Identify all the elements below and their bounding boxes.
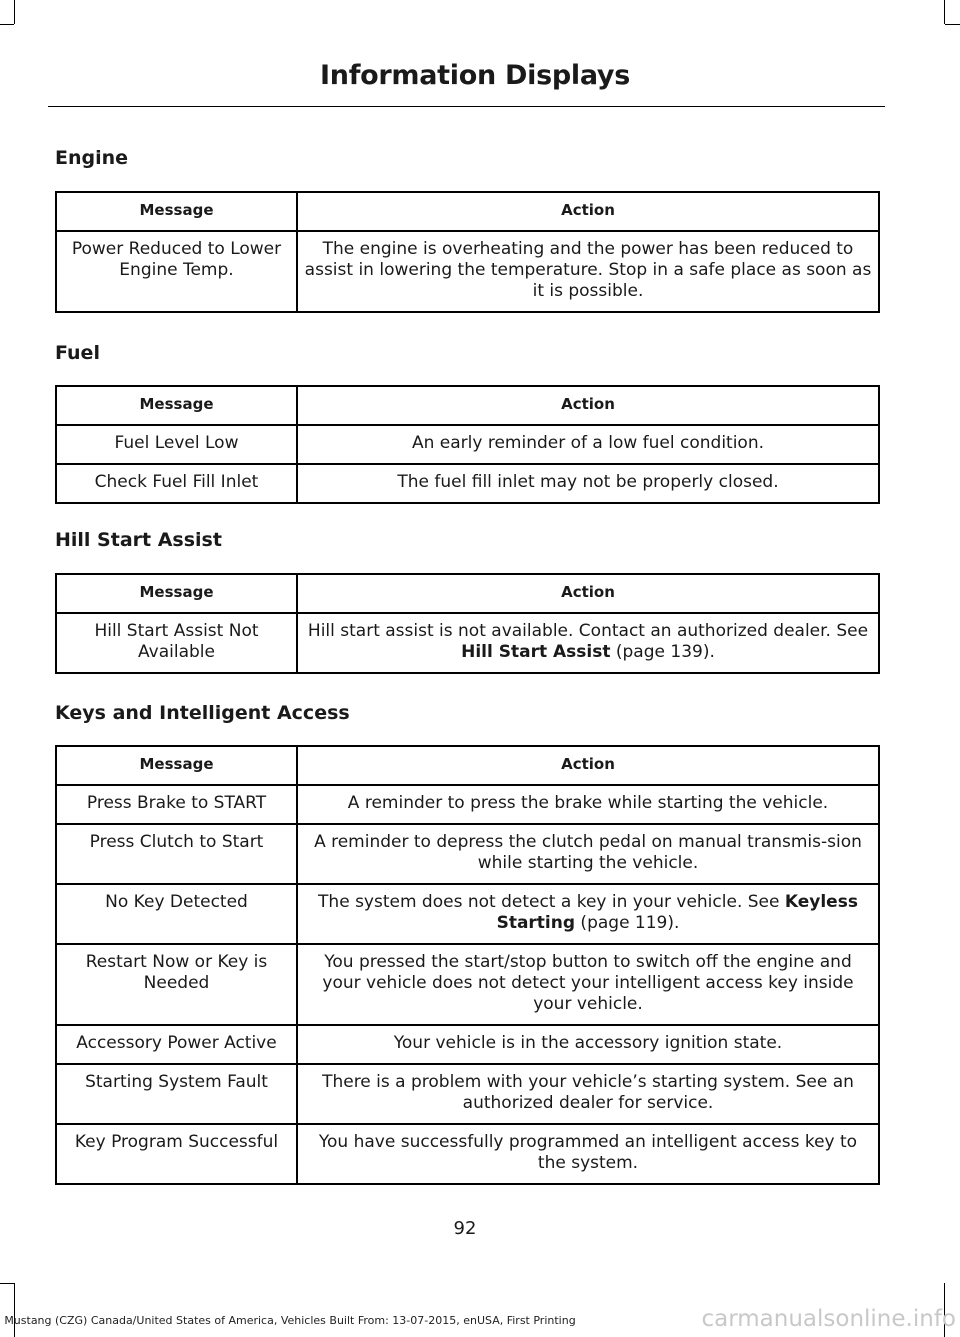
message-cell: Hill Start Assist Not Available (56, 613, 297, 673)
table-header-row (56, 746, 879, 785)
section-heading-hill-start-assist: Hill Start Assist (55, 529, 222, 551)
page-reference-number: (page 139). (610, 642, 715, 662)
table-row (56, 425, 879, 464)
message-cell: No Key Detected (56, 884, 297, 944)
page-number: 92 (453, 1218, 477, 1239)
message-cell: Key Program Successful (56, 1124, 297, 1184)
action-cell (297, 613, 879, 673)
column-header-action: Action (297, 574, 879, 613)
crop-mark (944, 0, 945, 24)
title-divider (48, 106, 885, 107)
message-cell: Check Fuel Fill Inlet (56, 464, 297, 503)
crop-mark (14, 0, 15, 24)
action-text: The system does not detect a key in your vehicle. See (318, 892, 785, 912)
footer-text: Mustang (CZG) Canada/United States of America, Vehicles Built From: 13-07-2015, enUSA, First Printing (4, 1314, 576, 1327)
message-cell: Press Clutch to Start (56, 824, 297, 884)
section-heading-engine: Engine (55, 147, 129, 169)
message-cell: Accessory Power Active (56, 1025, 297, 1064)
message-cell: Power Reduced to Lower Engine Temp. (56, 231, 297, 312)
action-cell: You pressed the start/stop button to switch off the engine and your vehicle does not detect your intelligent access key inside your vehicle. (297, 944, 879, 1025)
hill-start-assist-table (55, 573, 880, 674)
action-cell: A reminder to press the brake while starting the vehicle. (297, 785, 879, 824)
table-row (56, 1025, 879, 1064)
message-cell: Starting System Fault (56, 1064, 297, 1124)
crop-mark (14, 1283, 15, 1337)
table-header-row (56, 574, 879, 613)
action-cell: You have successfully programmed an intelligent access key to the system. (297, 1124, 879, 1184)
message-cell: Press Brake to START (56, 785, 297, 824)
table-row (56, 464, 879, 503)
table-row (56, 613, 879, 673)
table-row (56, 884, 879, 944)
action-cell: Your vehicle is in the accessory ignition state. (297, 1025, 879, 1064)
table-header-row (56, 386, 879, 425)
column-header-action: Action (297, 386, 879, 425)
action-text: Hill start assist is not available. Contact an authorized dealer. See (307, 621, 869, 641)
message-cell: Fuel Level Low (56, 425, 297, 464)
table-row (56, 824, 879, 884)
section-heading-keys: Keys and Intelligent Access (55, 702, 350, 724)
table-row (56, 1064, 879, 1124)
crop-mark (945, 24, 960, 25)
page-reference-link[interactable]: Keyless Starting (496, 892, 858, 933)
column-header-message: Message (56, 192, 297, 231)
column-header-action: Action (297, 192, 879, 231)
page-reference-link[interactable]: Hill Start Assist (461, 642, 611, 662)
crop-mark (0, 24, 14, 25)
watermark: carmanualsonline.info (701, 1306, 956, 1332)
page-reference-number: (page 119). (575, 913, 680, 933)
crop-mark (0, 1283, 14, 1284)
keys-table (55, 745, 880, 1185)
column-header-message: Message (56, 746, 297, 785)
table-row (56, 785, 879, 824)
column-header-message: Message (56, 386, 297, 425)
column-header-action: Action (297, 746, 879, 785)
engine-table (55, 191, 880, 313)
section-heading-fuel: Fuel (55, 342, 100, 364)
column-header-message: Message (56, 574, 297, 613)
action-cell: A reminder to depress the clutch pedal on manual transmis-sion while starting the vehicle. (297, 824, 879, 884)
action-cell: An early reminder of a low fuel condition. (297, 425, 879, 464)
action-cell (297, 884, 879, 944)
table-row (56, 1124, 879, 1184)
action-cell: The engine is overheating and the power has been reduced to assist in lowering the temperature. Stop in a safe place as soon as it is possible. (297, 231, 879, 312)
message-cell: Restart Now or Key is Needed (56, 944, 297, 1025)
page-title: Information Displays (320, 60, 630, 91)
action-cell: There is a problem with your vehicle’s starting system. See an authorized dealer for service. (297, 1064, 879, 1124)
fuel-table (55, 385, 880, 504)
table-row (56, 944, 879, 1025)
action-cell: The fuel fill inlet may not be properly closed. (297, 464, 879, 503)
table-header-row (56, 192, 879, 231)
table-row (56, 231, 879, 312)
